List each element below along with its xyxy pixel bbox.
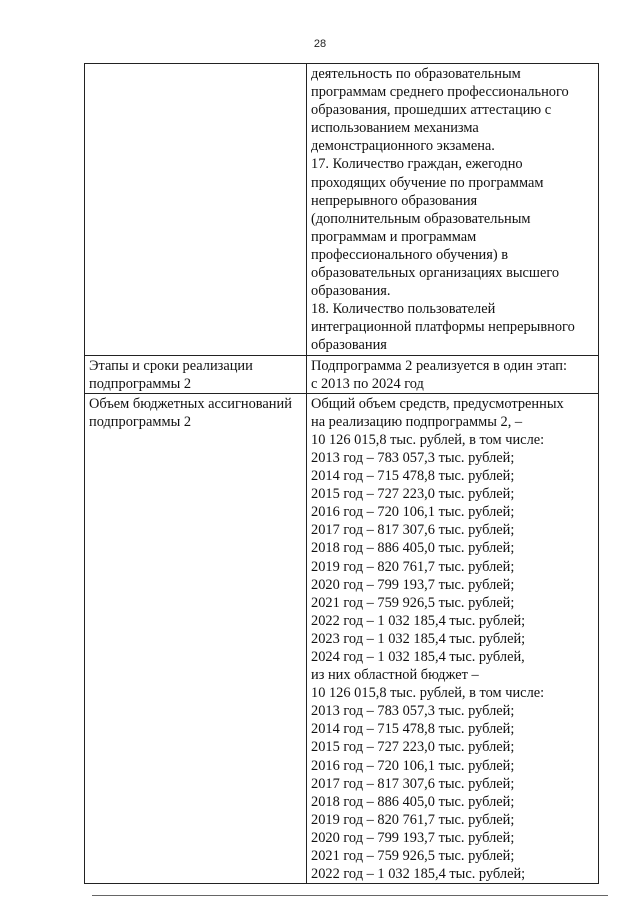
value-line: 2022 год – 1 032 185,4 тыс. рублей;: [311, 866, 526, 883]
value-line: 2018 год – 886 405,0 тыс. рублей;: [311, 540, 515, 557]
value-line: 2015 год – 727 223,0 тыс. рублей;: [311, 486, 515, 503]
value-line: 2021 год – 759 926,5 тыс. рублей;: [311, 848, 515, 865]
value-line: образования: [311, 337, 387, 354]
value-line: с 2013 по 2024 год: [311, 375, 424, 392]
label-line: подпрограммы 2: [89, 413, 192, 430]
value-line: образовательных организациях высшего: [311, 265, 560, 282]
row-value-cell: [307, 355, 599, 393]
footer-rule: [92, 895, 608, 896]
value-line: 2021 год – 759 926,5 тыс. рублей;: [311, 594, 515, 611]
value-line: на реализацию подпрограммы 2, –: [311, 413, 523, 430]
value-line: 17. Количество граждан, ежегодно: [311, 156, 523, 173]
table-row: [85, 64, 599, 356]
value-line: Подпрограмма 2 реализуется в один этап:: [311, 357, 567, 374]
row-value-cell: [307, 393, 599, 884]
value-line: 2013 год – 783 057,3 тыс. рублей;: [311, 449, 515, 466]
value-line: 2019 год – 820 761,7 тыс. рублей;: [311, 558, 515, 575]
value-line: профессионального обучения) в: [311, 246, 509, 263]
value-line: образования, прошедших аттестацию с: [311, 102, 552, 119]
label-line: Объем бюджетных ассигнований: [89, 395, 292, 412]
value-line: 2016 год – 720 106,1 тыс. рублей;: [311, 504, 515, 521]
label-line: Этапы и сроки реализации: [89, 357, 253, 374]
value-line: программам среднего профессионального: [311, 84, 569, 101]
value-line: 2017 год – 817 307,6 тыс. рублей;: [311, 522, 515, 539]
row-label-cell: [85, 355, 307, 393]
value-line: 2017 год – 817 307,6 тыс. рублей;: [311, 775, 515, 792]
value-line: 2020 год – 799 193,7 тыс. рублей;: [311, 576, 515, 593]
passport-table: [84, 63, 599, 884]
value-line: 2023 год – 1 032 185,4 тыс. рублей;: [311, 630, 526, 647]
table-row: [85, 393, 599, 884]
value-line: 2013 год – 783 057,3 тыс. рублей;: [311, 703, 515, 720]
table-row: [85, 355, 599, 393]
row-label-cell: [85, 393, 307, 884]
value-line: непрерывного образования: [311, 192, 478, 209]
value-line: из них областной бюджет –: [311, 667, 479, 684]
value-line: 2022 год – 1 032 185,4 тыс. рублей;: [311, 612, 526, 629]
row-value-cell: [307, 64, 599, 356]
value-line: 2014 год – 715 478,8 тыс. рублей;: [311, 721, 515, 738]
value-line: 2015 год – 727 223,0 тыс. рублей;: [311, 739, 515, 756]
value-line: 2020 год – 799 193,7 тыс. рублей;: [311, 829, 515, 846]
value-line: проходящих обучение по программам: [311, 174, 544, 191]
value-line: демонстрационного экзамена.: [311, 138, 495, 155]
label-line: подпрограммы 2: [89, 375, 192, 392]
value-line: 2018 год – 886 405,0 тыс. рублей;: [311, 793, 515, 810]
value-line: интеграционной платформы непрерывного: [311, 319, 575, 336]
row-label-cell: [85, 64, 307, 356]
value-line: (дополнительным образовательным: [311, 210, 531, 227]
value-line: использованием механизма: [311, 120, 479, 137]
value-line: 2016 год – 720 106,1 тыс. рублей;: [311, 757, 515, 774]
value-line: 2014 год – 715 478,8 тыс. рублей;: [311, 468, 515, 485]
value-line: 2024 год – 1 032 185,4 тыс. рублей,: [311, 649, 525, 665]
value-line: Общий объем средств, предусмотренных: [311, 395, 564, 412]
value-line: образования.: [311, 283, 391, 300]
page-number: 28: [313, 38, 327, 50]
value-line: деятельность по образовательным: [311, 66, 521, 82]
value-line: 2019 год – 820 761,7 тыс. рублей;: [311, 811, 515, 828]
value-line: 18. Количество пользователей: [311, 301, 496, 318]
value-line: 10 126 015,8 тыс. рублей, в том числе:: [311, 431, 545, 448]
value-line: программам и программам: [311, 228, 477, 245]
value-line: 10 126 015,8 тыс. рублей, в том числе:: [311, 685, 545, 702]
